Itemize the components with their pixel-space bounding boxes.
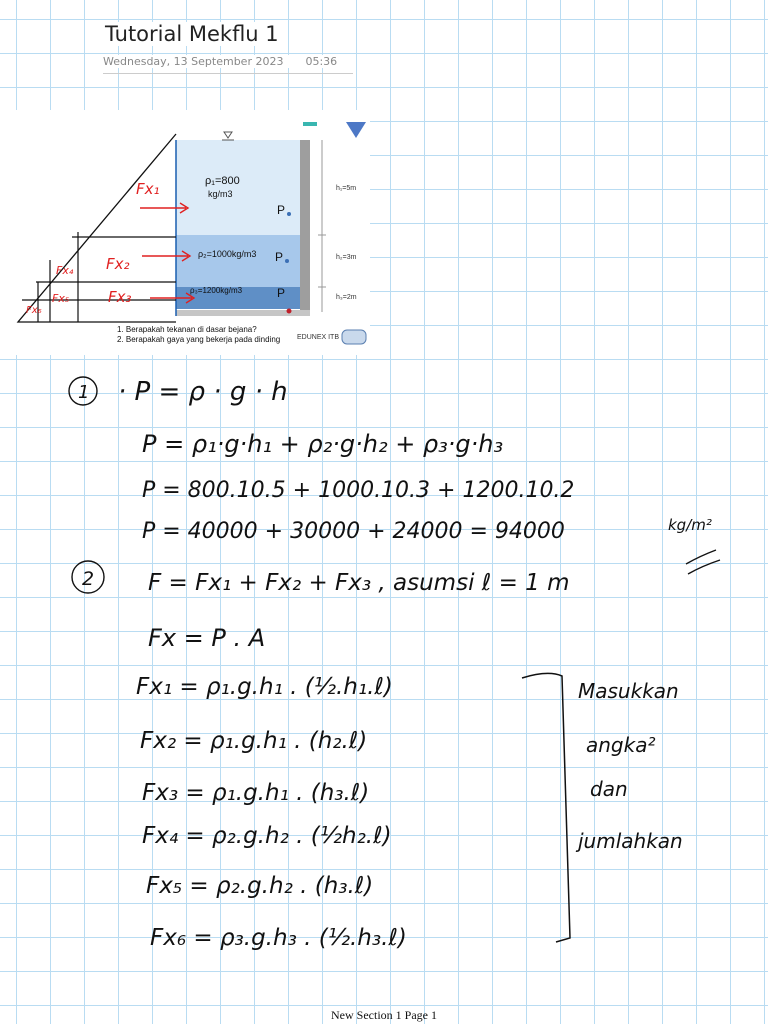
side-note-2: angka² xyxy=(586,733,656,757)
formula-line-4: P = 40000 + 30000 + 24000 = 94000 xyxy=(142,519,565,544)
side-note-3: dan xyxy=(590,777,628,801)
point-label-1: P xyxy=(277,203,286,217)
force-label-fx2: Fx₂ xyxy=(106,255,130,273)
force-label-fx6: Fx₆ xyxy=(26,305,42,316)
formula-line-3: P = 800.10.5 + 1000.10.3 + 1200.10.2 xyxy=(142,478,575,503)
formula-fx2: Fx₂ = ρ₁.g.h₁ . (h₂.ℓ) xyxy=(140,728,368,754)
density-unit-1: kg/m3 xyxy=(208,189,233,199)
page-time: 05:36 xyxy=(305,55,338,68)
formula-fx3: Fx₃ = ρ₁.g.h₁ . (h₃.ℓ) xyxy=(142,780,370,806)
force-label-fx3: Fx₃ xyxy=(108,288,132,306)
formula-fx6: Fx₆ = ρ₃.g.h₃ . (½.h₃.ℓ) xyxy=(150,925,407,951)
density-label-2: ρ₂=1000kg/m3 xyxy=(198,249,257,259)
brand-text: EDUNEX ITB xyxy=(297,334,340,341)
formula-line-1: · P = ρ · g · h xyxy=(118,377,288,407)
formula-line-5: F = Fx₁ + Fx₂ + Fx₃ , asumsi ℓ = 1 m xyxy=(148,570,570,596)
number-2: 2 xyxy=(82,568,95,590)
formula-fx5: Fx₅ = ρ₂.g.h₂ . (h₃.ℓ) xyxy=(146,873,374,899)
force-label-fx5: Fx₅ xyxy=(52,292,70,305)
point-label-3: P xyxy=(277,286,286,300)
side-note-1: Masukkan xyxy=(578,679,679,703)
formula-fx4: Fx₄ = ρ₂.g.h₂ . (½h₂.ℓ) xyxy=(142,823,392,849)
height-label-1: h₁=5m xyxy=(336,185,357,192)
force-label-fx4: Fx₄ xyxy=(56,264,74,277)
height-label-3: h₃=2m xyxy=(336,294,357,301)
page-title: Tutorial Mekflu 1 xyxy=(105,22,279,46)
result-unit: kg/m² xyxy=(668,516,712,534)
formula-line-2: P = ρ₁·g·h₁ + ρ₂·g·h₂ + ρ₃·g·h₃ xyxy=(142,430,504,458)
page-date: Wednesday, 13 September 2023 xyxy=(103,55,284,68)
force-label-fx1: Fx₁ xyxy=(136,180,160,198)
density-label-1: ρ₁=800 xyxy=(205,175,240,187)
question-1: 1. Berapakah tekanan di dasar bejana? xyxy=(117,325,257,334)
right-bracket xyxy=(522,673,570,942)
height-label-2: h₂=3m xyxy=(336,254,357,261)
formula-line-6: Fx = P . A xyxy=(148,624,266,652)
page-footer: New Section 1 Page 1 xyxy=(331,1008,437,1022)
number-1: 1 xyxy=(78,382,90,403)
result-double-underline xyxy=(686,550,720,574)
density-label-3: ρ₃=1200kg/m3 xyxy=(190,286,243,295)
point-label-2: P xyxy=(275,250,284,264)
formula-fx1: Fx₁ = ρ₁.g.h₁ . (½.h₁.ℓ) xyxy=(136,674,393,700)
side-note-4: jumlahkan xyxy=(578,829,683,853)
question-2: 2. Berapakah gaya yang bekerja pada dinding xyxy=(117,335,281,344)
